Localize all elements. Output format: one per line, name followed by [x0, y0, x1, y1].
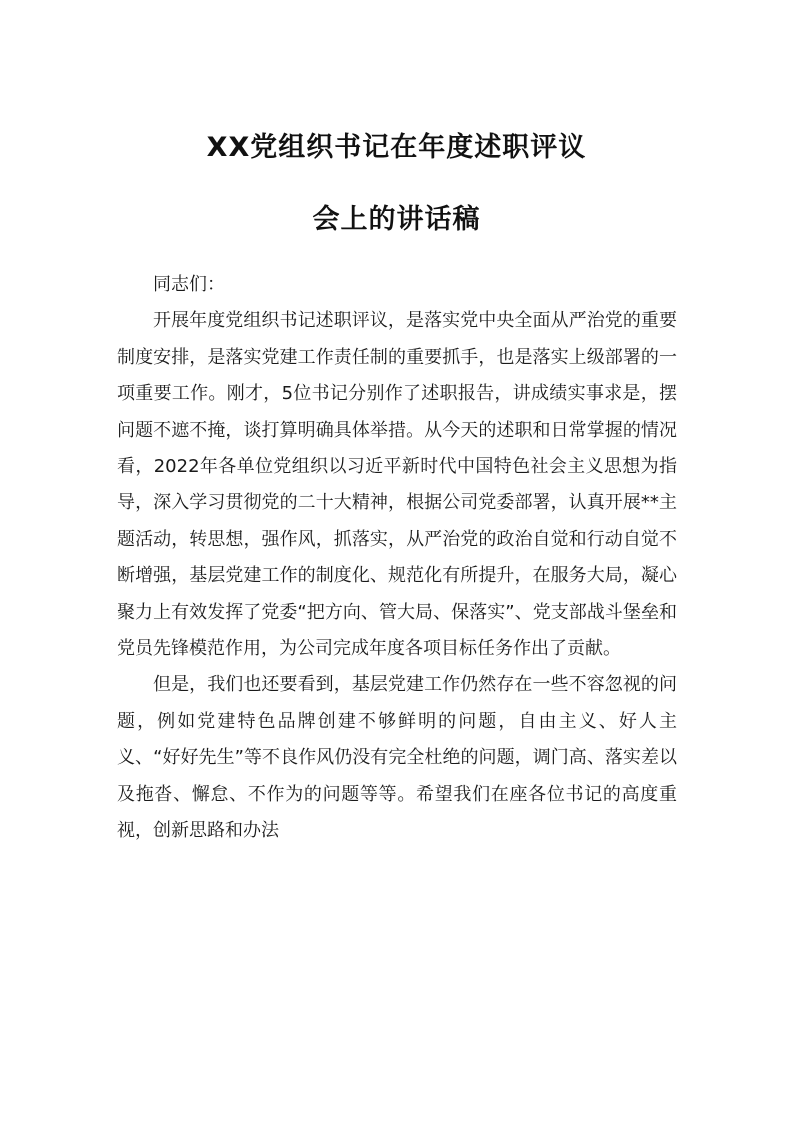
- document-title-line-1: XX党组织书记在年度述职评议: [206, 132, 587, 163]
- document-title-line-2: 会上的讲话稿: [312, 204, 481, 235]
- document-body: [117, 267, 677, 850]
- paragraph-2: 但是，我们也还要看到，基层党建工作仍然存在一些不容忽视的问题，例如党建特色品牌创建不够鲜明的问题，自由主义、好人主义、“好好先生”等不良作风仍没有完全杜绝的问题，调门高、落实差以及拖沓、懈怠、不作为的问题等等。希望我们在座各位书记的高度重视，创新思路和办法: [117, 674, 677, 842]
- paragraph-1: 开展年度党组织书记述职评议，是落实党中央全面从严治党的重要制度安排，是落实党建工作责任制的重要抓手，也是落实上级部署的一项重要工作。刚才，5位书记分别作了述职报告，讲成绩实事求是，摆问题不遮不掩，谈打算明确具体举措。从今天的述职和日常掌握的情况看，2022年各单位党组织以习近平新时代中国特色社会主义思想为指导，深入学习贯彻党的二十大精神，根据公司党委部署，认真开展**主题活动，转思想，强作风，抓落实，从严治党的政治自觉和行动自觉不断增强，基层党建工作的制度化、规范化有所提升，在服务大局，凝心聚力上有效发挥了党委“把方向、管大局、保落实”、党支部战斗堡垒和党员先锋模范作用，为公司完成年度各项目标任务作出了贡献。: [117, 310, 677, 660]
- salutation: 同志们：: [153, 274, 225, 295]
